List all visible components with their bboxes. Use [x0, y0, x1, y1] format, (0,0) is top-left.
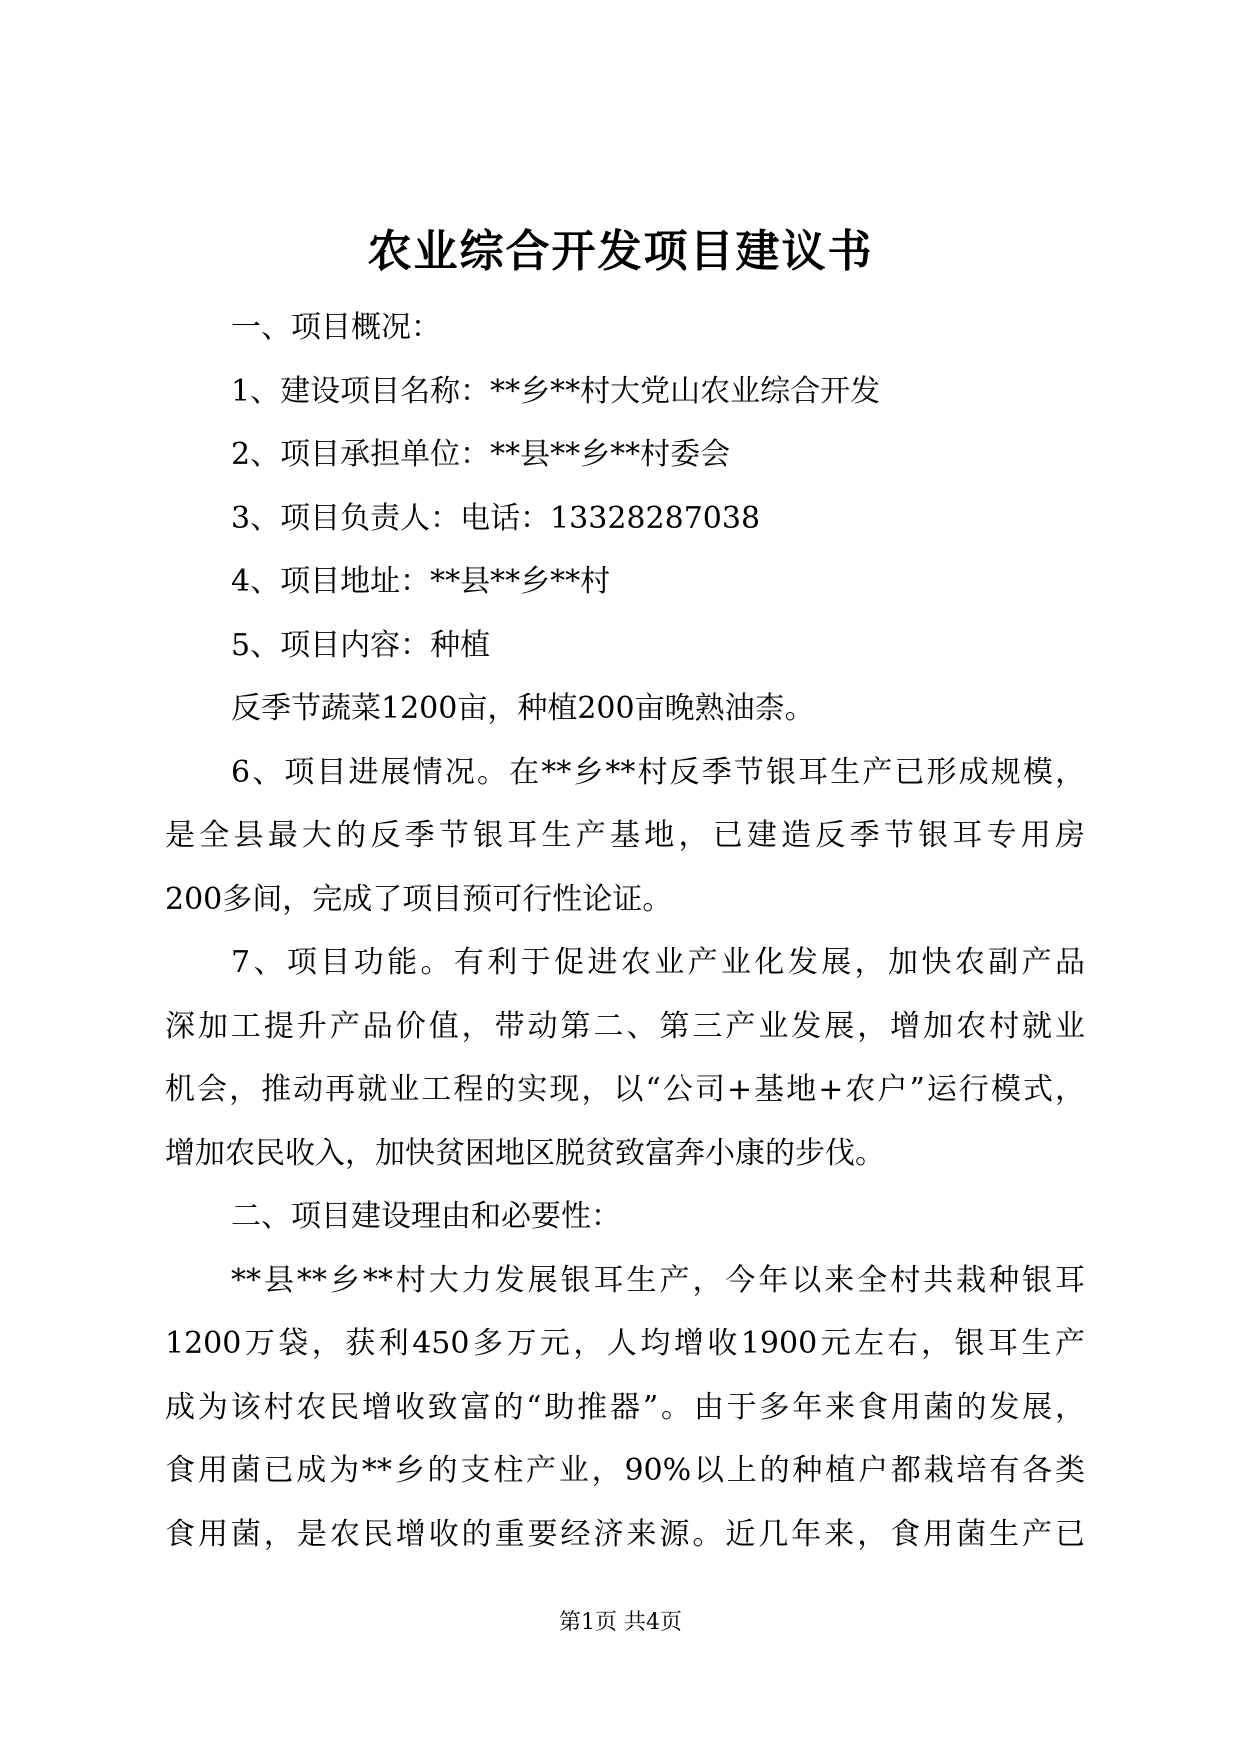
section-heading-reasons: 二、项目建设理由和必要性：	[231, 1199, 621, 1234]
document-body	[165, 296, 1085, 1566]
reasons-paragraph-line-4: 食用菌已成为**乡的支柱产业，90%以上的种植户都栽培有各类	[165, 1453, 1085, 1488]
progress-paragraph-line-2: 是全县最大的反季节银耳生产基地，已建造反季节银耳专用房	[165, 818, 1085, 853]
project-name-line: 1、建设项目名称：**乡**村大党山农业综合开发	[231, 373, 881, 409]
section-heading-overview: 一、项目概况：	[231, 310, 441, 345]
function-paragraph-line-2: 深加工提升产品价值，带动第二、第三产业发展，增加农村就业	[165, 1008, 1085, 1044]
page-footer: 第1页 共4页	[559, 1610, 682, 1635]
reasons-paragraph-line-2: 1200万袋，获利450多万元，人均增收1900元左右，银耳生产	[165, 1326, 1085, 1361]
function-paragraph-line-3: 机会，推动再就业工程的实现，以“公司+基地+农户”运行模式，	[165, 1072, 1085, 1107]
document-title: 农业综合开发项目建议书	[367, 226, 874, 277]
progress-paragraph-line-1: 6、项目进展情况。在**乡**村反季节银耳生产已形成规模，	[231, 754, 1085, 790]
project-contact-line: 3、项目负责人：电话：13328287038	[231, 500, 761, 536]
reasons-paragraph-line-1: **县**乡**村大力发展银耳生产，今年以来全村共栽种银耳	[231, 1262, 1085, 1298]
project-unit-line: 2、项目承担单位：**县**乡**村委会	[231, 437, 731, 472]
project-content-line: 5、项目内容：种植	[231, 627, 491, 663]
reasons-paragraph-line-5: 食用菌，是农民增收的重要经济来源。近几年来，食用菌生产已	[165, 1516, 1085, 1552]
reasons-paragraph-line-3: 成为该村农民增收致富的“助推器”。由于多年来食用菌的发展，	[165, 1389, 1085, 1425]
project-address-line: 4、项目地址：**县**乡**村	[231, 564, 611, 599]
project-content-detail-line: 反季节蔬菜1200亩，种植200亩晚熟油柰。	[231, 691, 815, 726]
function-paragraph-line-4: 增加农民收入，加快贫困地区脱贫致富奔小康的步伐。	[165, 1135, 885, 1171]
function-paragraph-line-1: 7、项目功能。有利于促进农业产业化发展，加快农副产品	[231, 945, 1085, 980]
progress-paragraph-line-3: 200多间，完成了项目预可行性论证。	[165, 881, 673, 917]
